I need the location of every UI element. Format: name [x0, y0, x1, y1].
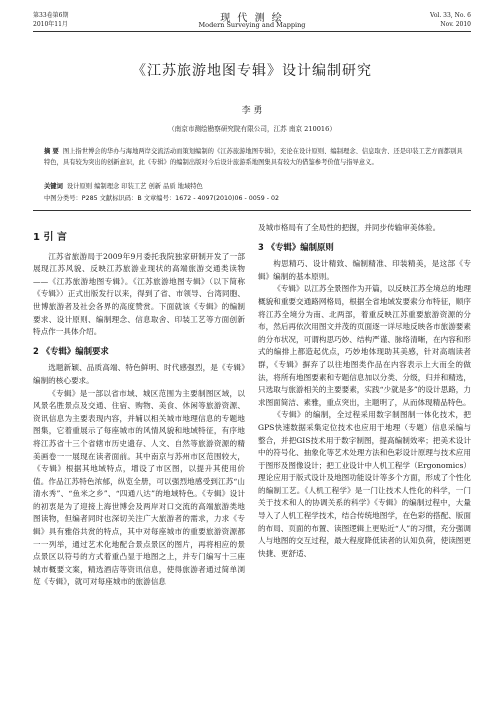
classification-line: 中图分类号：P285 文献标识码：B 文章编号：1672 - 4097(2010)06 - 0059 - 02 [44, 195, 280, 202]
affiliation: （南京市测绘勘察研究院有限公司，江苏 南京 210016） [168, 125, 336, 133]
right-column [258, 222, 471, 560]
section-3-paragraph-3: 《专辑》的编制，全过程采用数字制图制一体化技术，把GPS快速数据采集定位技术也应用于地理（专题）信息采编与整合，并把GIS技术用于数字制图，提高编制效率；把美术设计中的符号化、抽象化等艺术处理方法和色彩设计原理与技术应用于图形及图像设计；把工业设计中人机工程学（Ergonomics）理论应用于版式设计及地图功能设计等多个方面，形成了个性化的编制工艺。《人机工程学》是一门让技术人性化的科学，一门关于技术和人的协调关系的科学》《专辑》的编制过程中，大量导入了人机工程学技术，结合传统地图学，在色彩的搭配、版面的布局、页面的布置、读图逻辑上更贴近“人”的习惯，充分强调人与地图的交互过程，最大程度降低读者的认知负荷，使读图更快捷、更舒适、 [258, 410, 471, 558]
section-2-heading: 2 《专辑》编制要求 [33, 345, 109, 356]
journal-title-en: Modern Surveying and Mapping [198, 21, 306, 29]
section-1-paragraph: 江苏省旅游局于2009年9月委托我院独家研制开发了一部展现江苏风貌、反映江苏旅游业现状的高端旅游交通类读物——《江苏旅游地图专辑》。《江苏旅游地图专辑》（以下简称《专辑》）正式出版发行以来，得到了省、市领导、台湾同胞、世博旅游者及社会各界的高度赞赏。下面就该《专辑》的编制要求、设计原则、编制理念、信息取舍、印装工艺等方面创新特点作一具体介绍。 [33, 251, 245, 337]
continued-paragraph: 及城市格局有了全局性的把握，并同步传输审美体验。 [258, 223, 441, 232]
abstract [44, 147, 464, 168]
issue-volume: 第33卷第6期 [33, 12, 69, 19]
section-1-heading: 1 引 言 [33, 232, 67, 243]
section-2-paragraph-1: 选题新颖、品质高端、特色鲜明、时代感强烈，是《专辑》编制的核心要求。 [33, 363, 245, 385]
keywords [44, 182, 464, 193]
keywords-label: 关键词 [44, 183, 63, 190]
paper-title: 《江苏旅游地图专辑》设计编制研究 [132, 63, 372, 79]
left-column [33, 220, 245, 589]
abstract-rule [33, 210, 471, 211]
vol-number: Vol. 33, No. 6 [430, 12, 471, 19]
abstract-label: 摘 要 [44, 148, 59, 155]
header-rule [33, 31, 471, 32]
issue-date: 2010年11月 [33, 21, 68, 28]
section-2-paragraph-2: 《专辑》是一部以省市域、城区范围为主要制图区域，以风景名胜景点及交通、住宿、购物、美食、休闲等旅游资源、资讯信息为主要表现内容，并辅以相关城市地理信息的专题地图集，它着重展示了每座城市的风情风貌和地域特征，有序地将江苏省十三个省辖市历史遗存、人文、自然等旅游资源的精美画卷一一展现在读者面前。其中南京与苏州市区范围较大，《专辑》根据其地域特点，增设了市区图，以提升其使用价值。作品江苏特色浓郁，纵览全册，可以强烈地感受到江苏“山清水秀”、“鱼米之乡”、“四通八达”的地域特色。《专辑》设计的初衷是为了迎接上海世博会及两岸对口交流的高端旅游类地图读物，但编者同时也深切关注广大旅游者的需求，力求《专辑》具有雅俗共赏的特点，其中对每座城市的重要旅游资源都一一列举，通过艺术化地配合景点景区的图片，再将相应的景点景区以符号的方式着重凸显于地图之上，并专门编写十三座城市概要文案，精选酒店等资讯信息，使得旅游者通过简单浏览《专辑》，就可对每座城市的旅游信息 [33, 388, 245, 587]
section-3-paragraph-2: 《专辑》以江苏全景图作为开篇，以反映江苏全境总的地理概貌和重要交通路网格局，根据全省地域发要索分布特征，顺序将江苏全境分为南、北两部，着重反映江苏重要旅游资源的分布，然后再依次用图文并茂的页面逐一详尽地反映各市旅游要素的分布状况，可谓构思巧妙、结构严谨、脉络清晰，在内容和形式的编排上都造起优点，巧妙地体现助其美感，针对高端读者群，《专辑》摒弃了以往地图类作品在内容表示上大而全的做法，将所有地图要素和专题信息加以分类、分级，归并和精选，只选取与旅游相关的主要要素，实践“少就是多”的设计思路，力求图面简洁、素雅，重点突出，主题明了，从而体现精品特色。 [258, 284, 471, 407]
section-3-heading: 3 《专辑》编制原则 [258, 241, 334, 252]
vol-date: Nov. 2010 [440, 21, 471, 28]
section-3-paragraph-1: 构思精巧、设计精致、编制精准、印装精美，是这部《专辑》编制的基本原则。 [258, 259, 471, 281]
journal-title-cn: 现 代 测 绘 [220, 13, 284, 24]
keywords-text: 设计原则 编制理念 印装工艺 创新 品质 地域特色 [66, 183, 203, 190]
author: 李 勇 [241, 106, 263, 116]
abstract-text: 图上指世博会的华办与海地两岸交流活动而策划编制的《江苏旅游地图专辑》，充论在设计原则、编制理念、信息取舍、还是印装工艺方面都别具特色，具有较为突出的创新意识，此《专辑》的编制出版对今后设计旅游系地图集具有较大的借鉴参考价值与指导意义。 [44, 148, 463, 166]
